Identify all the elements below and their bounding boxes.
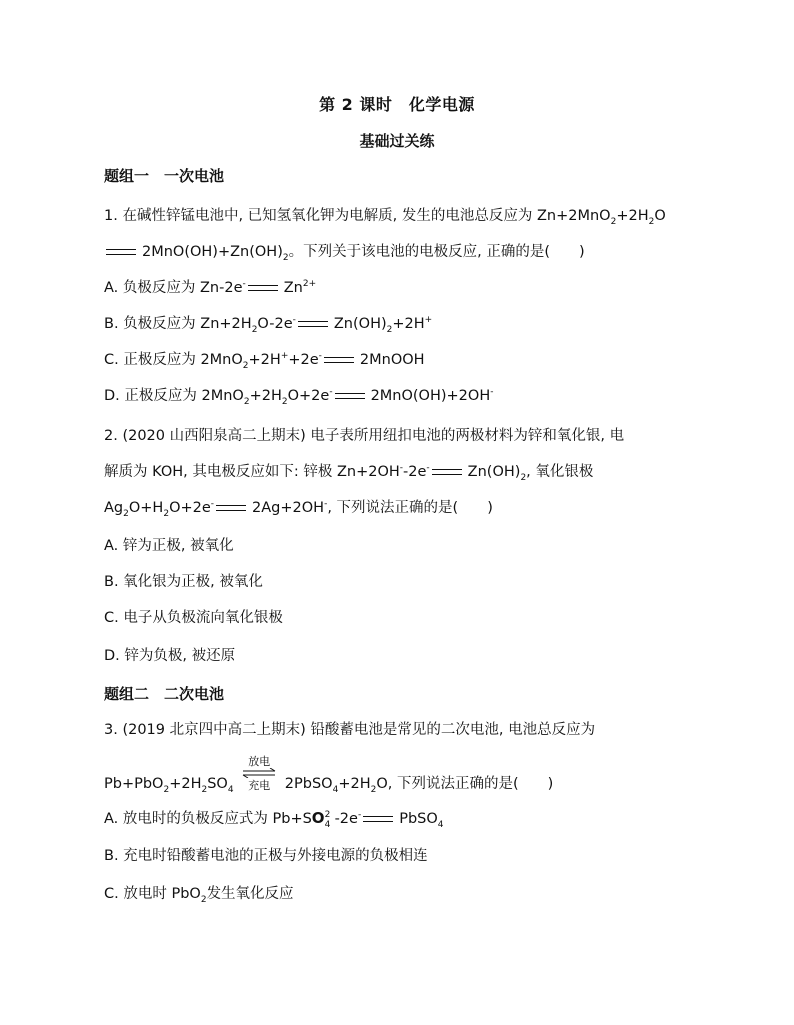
q1-stem-line1: 1. 在碱性锌锰电池中, 已知氢氧化钾为电解质, 发生的电池总反应为 $Zn+2MnO_2+2H_2O$ bbox=[104, 208, 666, 227]
reversible-arrow bbox=[242, 755, 276, 794]
q1-option-c: C. 正极反应为 2MnO$_2$+2H++2e- 2MnOOH bbox=[104, 351, 425, 371]
equals-sign bbox=[324, 357, 354, 363]
charge-label: 充电 bbox=[248, 779, 271, 792]
q2-stem-line1: 2. (2020 山西阳泉高二上期末) 电子表所用纽扣电池的两极材料为锌和氧化银, 电 bbox=[104, 428, 625, 444]
equals-sign bbox=[432, 469, 462, 475]
q2-option-c: C. 电子从负极流向氧化银极 bbox=[104, 610, 283, 626]
q1-option-d: D. 正极反应为 $2MnO_2+2H_2O+2e^-$ 2MnO(OH)+2OH- bbox=[104, 387, 494, 407]
q3-stem-line1: 3. (2019 北京四中高二上期末) 铅酸蓄电池是常见的二次电池, 电池总反应为 bbox=[104, 722, 596, 738]
q2-stem-line3: $Ag_2O+H_2O+2e^-$ 2Ag+2OH-, 下列说法正确的是( ) bbox=[104, 499, 493, 519]
q2-stem-line2: 解质为 KOH, 其电极反应如下: 锌极 Zn+2OH--2e- $Zn(OH)_2$, 氧化银极 bbox=[104, 463, 594, 483]
group-heading-2: 题组二 二次电池 bbox=[104, 685, 225, 703]
q2-option-d: D. 锌为负极, 被还原 bbox=[104, 648, 236, 664]
q1-option-b: B. 负极反应为 $Zn+2H_2O-2e^-$ $Zn(OH)_2+2H^+$ bbox=[104, 315, 433, 335]
equals-sign bbox=[216, 505, 246, 511]
equals-sign bbox=[363, 816, 393, 822]
page-subtitle: 基础过关练 bbox=[359, 132, 435, 150]
q2-option-b: B. 氧化银为正极, 被氧化 bbox=[104, 574, 263, 590]
q3-option-b: B. 充电时铅酸蓄电池的正极与外接电源的负极相连 bbox=[104, 848, 428, 864]
q1-stem-line2: $2MnO(OH)+Zn(OH)_2$。下列关于该电池的电极反应, 正确的是( ) bbox=[104, 242, 734, 262]
q1-option-a: A. 负极反应为 Zn-2e- $Zn^{2+}$ bbox=[104, 279, 317, 296]
q3-option-c: C. 放电时 PbO$_2$发生氧化反应 bbox=[104, 886, 294, 905]
q3-equation-line: $Pb+PbO_2+2H_2SO_4$ 放电 充电 $2PbSO_4+2H_2O$, 下列说法正确的是( ) bbox=[104, 774, 734, 794]
page-title: 第 2 课时 化学电源 bbox=[319, 95, 475, 114]
q2-option-a: A. 锌为正极, 被氧化 bbox=[104, 538, 234, 554]
discharge-label: 放电 bbox=[248, 755, 271, 768]
equals-sign bbox=[106, 249, 136, 255]
q3-option-a: A. 放电时的负极反应式为 Pb+SO 2 4 -2e- PbSO$_4$ bbox=[104, 809, 444, 830]
group-heading-1: 题组一 一次电池 bbox=[104, 167, 225, 185]
equals-sign bbox=[335, 393, 365, 399]
equals-sign bbox=[248, 285, 278, 291]
equals-sign bbox=[298, 321, 328, 327]
